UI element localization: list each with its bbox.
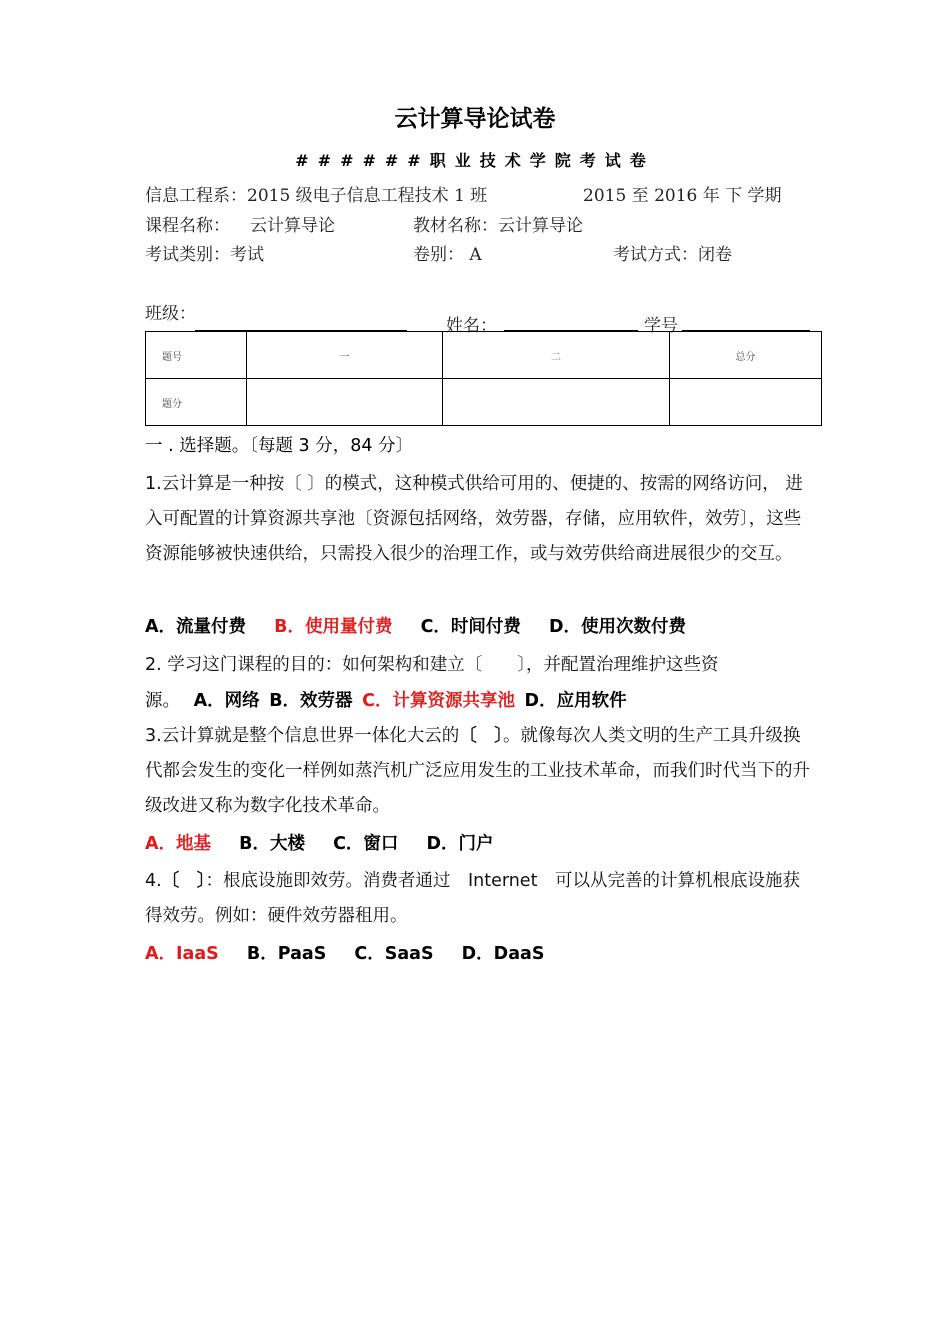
answer-bracket: 〔 〕 [161, 871, 206, 891]
class-label: 班级： [145, 304, 196, 324]
table-row [146, 379, 822, 426]
question-2-line2 [145, 687, 627, 712]
option[interactable]: C．时间付费 [420, 617, 521, 637]
option[interactable]: A．网络 [193, 691, 260, 711]
table-cell: 题号 [146, 332, 247, 379]
textbook-info: 教材名称：云计算导论 [413, 216, 583, 236]
option[interactable]: C．SaaS [354, 944, 434, 964]
answer-bracket: 〔 〕 [459, 726, 503, 746]
table-cell: 总分 [670, 332, 822, 379]
question-3-text: 3.云计算就是整个信息世界一体化大云的 [145, 726, 460, 746]
table-cell: 题分 [146, 379, 247, 426]
question-4-number: 4. [145, 871, 162, 891]
question-3 [145, 719, 815, 824]
table-row [146, 332, 822, 379]
term-info: 2015 至 2016 年 下 学期 [583, 186, 782, 206]
course-label: 课程名称： [145, 216, 230, 236]
answer-option[interactable]: A．IaaS [145, 944, 219, 964]
question-3-text-rest: 。就像每次人类文明的生产工具升级换代都会发生的变化一样例如蒸汽机广泛应用发生的工业技术革命，而我们时代当下的升级改进又称为数字化技术革命。 [145, 726, 810, 816]
answer-option[interactable]: C．计算资源共享池 [362, 691, 515, 711]
question-2: 2. 学习这门课程的目的：如何架构和建立〔 〕，并配置治理维护这些资 [145, 655, 719, 675]
option[interactable]: D．门户 [426, 834, 494, 854]
question-2-continuation: 源。 [145, 691, 180, 711]
exam-mode-info: 考试方式：闭卷 [613, 245, 732, 265]
question-4-options [145, 940, 566, 965]
course-value: 云计算导论 [250, 216, 335, 236]
exam-title: 云计算导论试卷 [394, 106, 556, 132]
score-cell[interactable] [670, 379, 822, 426]
option[interactable]: D．使用次数付费 [549, 617, 687, 637]
score-cell[interactable] [247, 379, 443, 426]
question-1-options [145, 613, 708, 638]
paper-info: 卷别： A [413, 245, 482, 265]
id-label: 学号 [644, 316, 678, 336]
option[interactable]: C．窗口 [333, 834, 399, 854]
option[interactable]: D．DaaS [461, 944, 545, 964]
score-table [145, 331, 822, 426]
class-field[interactable] [195, 312, 407, 331]
section-heading: 一 . 选择题。〔每题 3 分，84 分〕 [145, 436, 414, 456]
answer-option[interactable]: A．地基 [145, 834, 212, 854]
department-info: 信息工程系：2015 级电子信息工程技术 1 班 [145, 186, 488, 206]
option[interactable]: D．应用软件 [524, 691, 627, 711]
question-1: 1.云计算是一种按〔 〕的模式，这种模式供给可用的、便捷的、按需的网络访问， 进入可配置的计算资源共享池〔资源包括网络，效劳器，存储，应用软件，效劳〕，这些资源能够被快速供给，只需投入很少的治理工作，或与效劳供给商进展很少的交互。 [145, 474, 803, 564]
table-cell: 一 [247, 332, 443, 379]
name-field[interactable] [504, 312, 638, 331]
answer-option[interactable]: B．使用量付费 [274, 617, 393, 637]
option[interactable]: B．大楼 [239, 834, 305, 854]
option[interactable]: B．效劳器 [269, 691, 353, 711]
option[interactable]: B．PaaS [246, 944, 327, 964]
exam-type-info: 考试类别：考试 [145, 245, 264, 265]
question-4 [145, 864, 815, 934]
school-subtitle: ######职业技术学院考试卷 [295, 151, 655, 170]
id-field[interactable] [682, 312, 810, 331]
score-cell[interactable] [443, 379, 670, 426]
option[interactable]: A．流量付费 [145, 617, 247, 637]
question-4-text: ：根底设施即效劳。消费者通过 Internet 可以从完善的计算机根底设施获得效劳。例如：硬件效劳器租用。 [145, 871, 800, 926]
table-cell: 二 [443, 332, 670, 379]
name-label: 姓名： [446, 316, 497, 336]
question-3-options [145, 830, 516, 855]
